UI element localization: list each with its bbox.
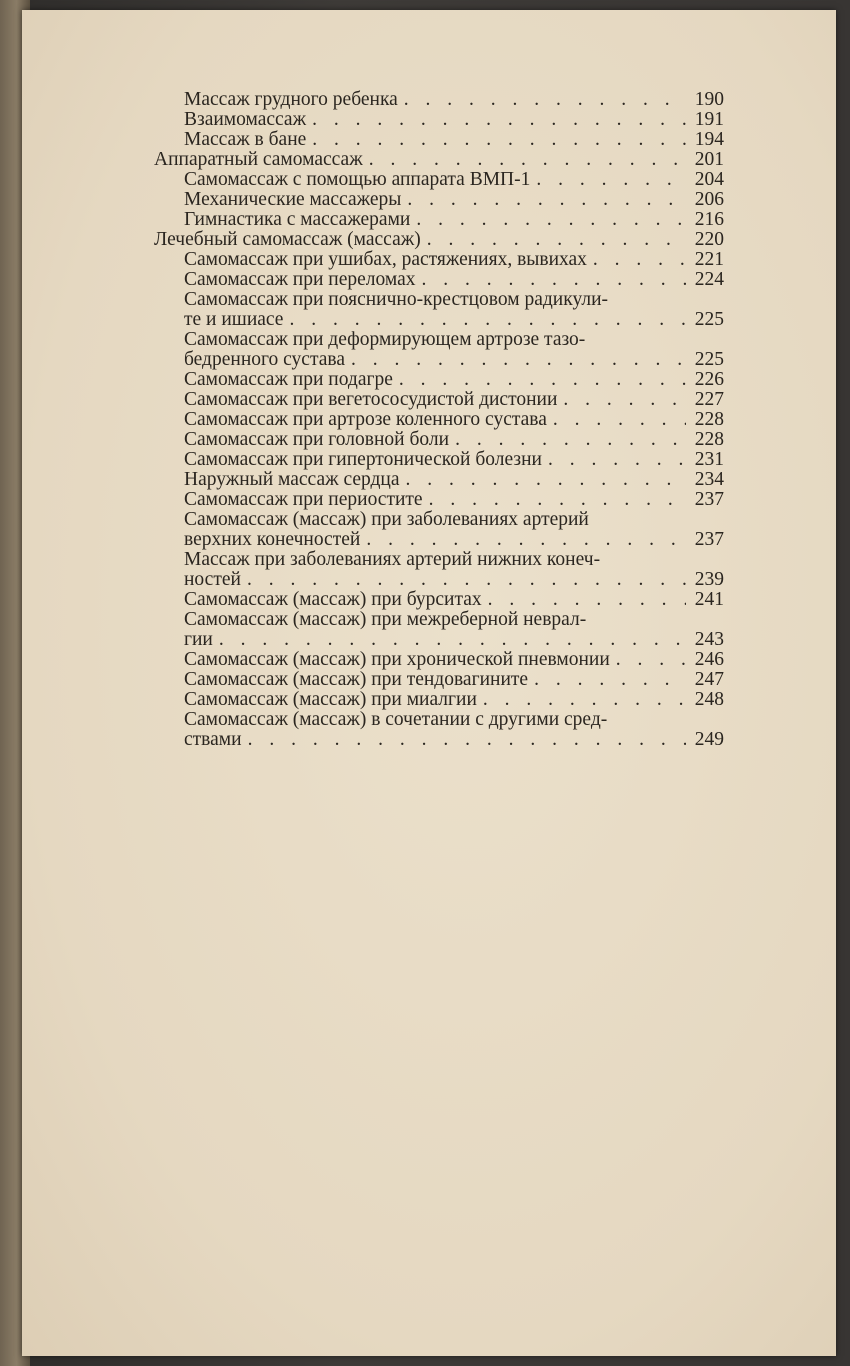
toc-entry [154, 650, 724, 670]
toc-entry-page: 225 [694, 309, 724, 330]
toc-entry-page: 220 [694, 229, 724, 250]
toc-entry-title: Самомассаж при головной боли [184, 429, 450, 450]
leader-dots [616, 650, 686, 670]
toc-entry-title-continued: ствами [184, 729, 242, 750]
leader-dots [429, 490, 686, 510]
toc-entry-page: 201 [694, 149, 724, 170]
toc-entry-title: Самомассаж (массаж) при тендовагините [184, 669, 529, 690]
toc-entry-page: 243 [694, 629, 724, 650]
toc-entry [154, 710, 724, 750]
toc-entry-page: 239 [694, 569, 724, 590]
toc-entry [154, 170, 724, 190]
leader-dots [488, 590, 686, 610]
toc-entry-title: Самомассаж (массаж) при бурситах [184, 589, 482, 610]
toc-entry-title-continued: гии [184, 629, 213, 650]
toc-entry [154, 390, 724, 410]
toc-entry-page: 231 [694, 449, 724, 470]
toc-entry-title: Самомассаж при артрозе коленного сустава [184, 409, 547, 430]
toc-entry-page: 247 [694, 669, 724, 690]
toc-entry-title: Самомассаж при вегетососудистой дистонии [184, 389, 558, 410]
toc-entry-page: 228 [694, 409, 724, 430]
toc-entry [154, 250, 724, 270]
leader-dots [593, 250, 686, 270]
toc-entry-title: Самомассаж (массаж) при заболеваниях артерий [184, 509, 589, 530]
toc-entry-page: 194 [694, 129, 724, 150]
book-page [22, 10, 836, 1356]
toc-entry-page: 204 [694, 169, 724, 190]
toc-section-title: Лечебный самомассаж (массаж) [154, 229, 421, 250]
toc-entry-page: 226 [694, 369, 724, 390]
leader-dots [548, 450, 686, 470]
toc-entry-page: 248 [694, 689, 724, 710]
toc-entry-title: Массаж при заболеваниях артерий нижних конеч- [184, 549, 601, 570]
toc-entry [154, 690, 724, 710]
toc-entry [154, 410, 724, 430]
toc-entry-title: Самомассаж (массаж) в сочетании с другими сред- [184, 709, 608, 730]
toc-section [154, 150, 724, 170]
leader-dots [351, 350, 686, 370]
leader-dots [553, 410, 686, 430]
toc-entry-page: 227 [694, 389, 724, 410]
leader-dots [483, 690, 686, 710]
toc-entry-page: 234 [694, 469, 724, 490]
toc-entry [154, 590, 724, 610]
leader-dots [422, 270, 686, 290]
toc-entry-title: Самомассаж при пояснично-крестцовом радикули- [184, 289, 608, 310]
toc-entry-title: Наружный массаж сердца [184, 469, 400, 490]
leader-dots [455, 430, 686, 450]
toc-entry-title: Массаж в бане [184, 129, 307, 150]
toc-entry-title-continued: те и ишиасе [184, 309, 284, 330]
toc-entry-page: 249 [694, 729, 724, 750]
toc-entry [154, 270, 724, 290]
toc-entry-title: Массаж грудного ребенка [184, 89, 398, 110]
toc-entry-page: 224 [694, 269, 724, 290]
toc-entry [154, 490, 724, 510]
leader-dots [399, 370, 686, 390]
toc-entry-title: Самомассаж при деформирующем артрозе тазо- [184, 329, 586, 350]
toc-entry-page: 206 [694, 189, 724, 210]
toc-entry-page: 237 [694, 489, 724, 510]
toc-section [154, 230, 724, 250]
toc-entry-page: 246 [694, 649, 724, 670]
toc-entry-page: 191 [694, 109, 724, 130]
leader-dots [534, 670, 686, 690]
toc-entry-title: Взаимомассаж [184, 109, 307, 130]
toc-entry [154, 110, 724, 130]
toc-entry [154, 450, 724, 470]
toc-entry [154, 610, 724, 650]
toc-entry [154, 430, 724, 450]
toc-entry-title: Самомассаж при периостите [184, 489, 423, 510]
leader-dots [219, 630, 686, 650]
toc-entry-title: Самомассаж при подагре [184, 369, 393, 390]
toc-entry [154, 470, 724, 490]
leader-dots [416, 210, 686, 230]
leader-dots [406, 470, 686, 490]
toc-entry-title: Гимнастика с массажерами [184, 209, 411, 230]
toc-entry [154, 670, 724, 690]
leader-dots [289, 310, 686, 330]
toc-entry-title: Самомассаж (массаж) при миалгии [184, 689, 477, 710]
leader-dots [404, 90, 686, 110]
toc-entry-title: Механические массажеры [184, 189, 402, 210]
toc-entry-page: 241 [694, 589, 724, 610]
toc-entry [154, 550, 724, 590]
toc-entry-title: Самомассаж с помощью аппарата ВМП-1 [184, 169, 531, 190]
leader-dots [369, 150, 686, 170]
leader-dots [312, 110, 686, 130]
toc-entry [154, 510, 724, 550]
toc-entry [154, 330, 724, 370]
toc-entry-page: 221 [694, 249, 724, 270]
toc-entry-title-continued: бедренного сустава [184, 349, 345, 370]
leader-dots [563, 390, 686, 410]
toc-entry [154, 370, 724, 390]
toc-entry-page: 225 [694, 349, 724, 370]
leader-dots [536, 170, 686, 190]
toc-entry [154, 290, 724, 330]
toc-entry-title: Самомассаж при переломах [184, 269, 416, 290]
toc-section-title: Аппаратный самомассаж [154, 149, 363, 170]
leader-dots [427, 230, 686, 250]
toc-entry-title: Самомассаж при ушибах, растяжениях, вывихах [184, 249, 587, 270]
toc-entry [154, 190, 724, 210]
toc-entry [154, 90, 724, 110]
toc-entry-title: Самомассаж (массаж) при хронической пневмонии [184, 649, 610, 670]
toc-entry-page: 237 [694, 529, 724, 550]
toc-entry-title: Самомассаж (массаж) при межреберной неврал- [184, 609, 587, 630]
toc-entry-title-continued: ностей [184, 569, 241, 590]
toc-entry-page: 216 [694, 209, 724, 230]
toc-entry-title: Самомассаж при гипертонической болезни [184, 449, 542, 470]
table-of-contents [154, 90, 724, 750]
toc-entry [154, 130, 724, 150]
leader-dots [312, 130, 686, 150]
toc-entry [154, 210, 724, 230]
toc-entry-page: 190 [694, 89, 724, 110]
leader-dots [247, 570, 686, 590]
leader-dots [248, 730, 686, 750]
toc-entry-page: 228 [694, 429, 724, 450]
leader-dots [407, 190, 686, 210]
leader-dots [366, 530, 686, 550]
toc-entry-title-continued: верхних конечностей [184, 529, 361, 550]
